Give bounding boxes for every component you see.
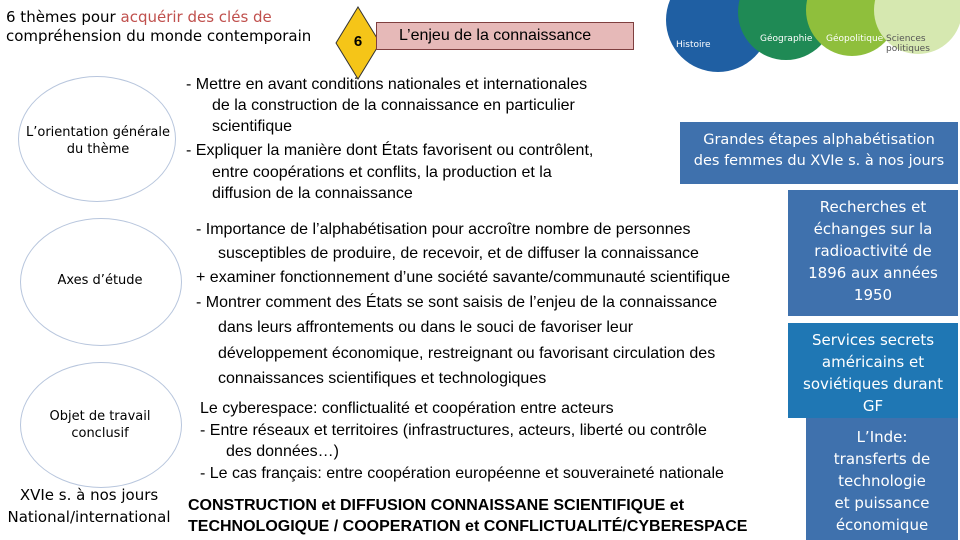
title-line-2: compréhension du monde contemporain bbox=[6, 27, 312, 45]
discipline-histoire: Histoire bbox=[676, 40, 711, 50]
theme-number-badge bbox=[334, 5, 382, 81]
objet-line-1: Le cyberespace: conflictualité et coopération entre acteurs bbox=[200, 400, 614, 417]
orientation-line-5: entre coopérations et conflits, la production et la bbox=[212, 164, 552, 181]
theme-number: 6 bbox=[353, 33, 363, 50]
orientation-line-4: - Expliquer la manière dont États favorisent ou contrôlent, bbox=[186, 142, 594, 159]
orientation-line-6: diffusion de la connaissance bbox=[212, 185, 413, 202]
label-objet: Objet de travail conclusif bbox=[49, 409, 151, 441]
title-part-black: 6 thèmes pour bbox=[6, 8, 121, 26]
axes-line-1: - Importance de l’alphabétisation pour accroître nombre de personnes bbox=[196, 221, 691, 238]
period-scale-label: XVIe s. à nos jours National/international bbox=[7, 486, 171, 526]
axes-line-4: - Montrer comment des États se sont saisis de l’enjeu de la connaissance bbox=[196, 294, 718, 311]
axes-line-5: dans leurs affrontements ou dans le souci de favoriser leur bbox=[218, 319, 634, 336]
disciplines-group bbox=[656, 0, 960, 90]
box-alphabetisation: Grandes étapes alphabétisation des femmes du XVIe s. à nos jours bbox=[680, 122, 958, 184]
objet-line-2: - Entre réseaux et territoires (infrastructures, acteurs, liberté ou contrôle bbox=[200, 422, 707, 439]
title-part-accent: acquérir des clés de bbox=[120, 8, 272, 26]
box-inde: L’Inde: transferts de technologie et puissance économique bbox=[806, 418, 958, 540]
theme-title-box: L’enjeu de la connaissance bbox=[376, 22, 634, 50]
axes-line-2: susceptibles de produire, de recevoir, et de diffuser la connaissance bbox=[218, 245, 699, 262]
discipline-geopolitique: Géopolitique bbox=[826, 34, 884, 44]
axes-line-6: développement économique, restreignant ou favorisant circulation des bbox=[218, 345, 716, 362]
axes-line-7: connaissances scientifiques et technologiques bbox=[218, 370, 547, 387]
footer-title-line-1: CONSTRUCTION et DIFFUSION CONNAISSANE SCIENTIFIQUE et bbox=[188, 497, 685, 514]
objet-line-4: - Le cas français: entre coopération européenne et souveraineté nationale bbox=[200, 465, 724, 482]
page-title bbox=[6, 8, 326, 46]
label-axes: Axes d’étude bbox=[57, 273, 143, 288]
box-radioactivite: Recherches et échanges sur la radioactivité de 1896 aux années 1950 bbox=[788, 190, 958, 316]
orientation-line-1: - Mettre en avant conditions nationales et internationales bbox=[186, 76, 588, 93]
discipline-geographie: Géographie bbox=[760, 34, 813, 44]
label-orientation: L’orientation générale du thème bbox=[25, 125, 171, 157]
objet-line-3: des données…) bbox=[226, 443, 339, 460]
box-services-secrets: Services secrets américains et soviétiques durant GF bbox=[788, 318, 958, 418]
discipline-sciences-politiques: Sciences politiques bbox=[886, 34, 930, 54]
orientation-line-2: de la construction de la connaissance en particulier bbox=[212, 97, 575, 114]
footer-title-line-2: TECHNOLOGIQUE / COOPERATION et CONFLICTUALITÉ/CYBERESPACE bbox=[188, 518, 748, 535]
orientation-line-3: scientifique bbox=[212, 118, 293, 135]
axes-line-3: + examiner fonctionnement d’une société savante/communauté scientifique bbox=[196, 269, 731, 286]
